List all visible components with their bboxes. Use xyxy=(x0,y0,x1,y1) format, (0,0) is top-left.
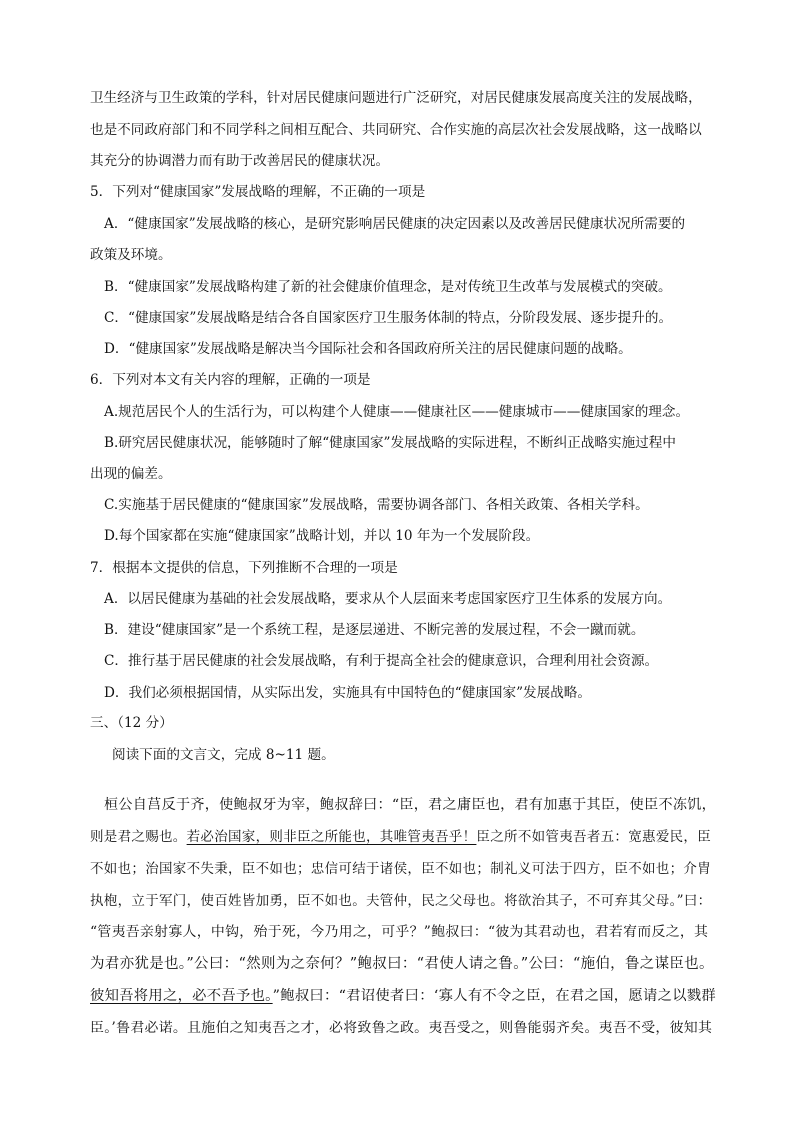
q6-option-a: A.规范居民个人的生活行为，可以构建个人健康——健康社区——健康城市——健康国家的理念。 xyxy=(104,404,690,420)
q7-option-b: B．建设“健康国家”是一个系统工程，是逐层递进、不断完善的发展过程，不会一蹴而就。 xyxy=(104,622,645,638)
passage-line-7 xyxy=(90,986,716,1006)
intro-line-2: 也是不同政府部门和不同学科之间相互配合、共同研究、合作实施的高层次社会发展战略，这一战略以 xyxy=(90,122,702,138)
q5-option-b: B．“健康国家”发展战略构建了新的社会健康价值理念，是对传统卫生改革与发展模式的突破。 xyxy=(104,279,672,295)
q7-option-a: A．以居民健康为基础的社会发展战略，要求从个人层面来考虑国家医疗卫生体系的发展方向。 xyxy=(104,591,672,607)
q7-option-c: C．推行基于居民健康的社会发展战略，有利于提高全社会的健康意识，合理利用社会资源。 xyxy=(104,653,659,669)
q5-option-a-line-1: A．“健康国家”发展战略的核心，是研究影响居民健康的决定因素以及改善居民健康状况所需要的 xyxy=(104,216,686,232)
q6-option-b-line-2: 出现的偏差。 xyxy=(90,466,172,482)
passage-text: 臣之所不如管夷吾者五：宽惠爱民，臣 xyxy=(476,829,712,845)
q5-option-a-line-2: 政策及环境。 xyxy=(90,247,172,263)
section-3-heading: 三、（12 分） xyxy=(90,715,173,731)
passage-line-3: 不如也；治国家不失秉，臣不如也；忠信可结于诸侯，臣不如也；制礼义可法于四方，臣不如也；介胄 xyxy=(90,861,711,877)
question-7-stem: 7．根据本文提供的信息，下列推断不合理的一项是 xyxy=(90,560,398,576)
passage-line-4: 执枹，立于军门，使百姓皆加勇，臣不如也。夫管仲，民之父母也。将欲治其子，不可弃其父母。”曰： xyxy=(90,893,712,909)
passage-line-5: “管夷吾亲射寡人，中钩，殆于死，今乃用之，可乎？”鲍叔曰：“彼为其君动也，君若宥而反之，其 xyxy=(90,924,709,940)
passage-line-1: 桓公自莒反于齐，使鲍叔牙为宰，鲍叔辞曰：“臣，君之庸臣也，君有加惠于其臣，使臣不冻饥， xyxy=(104,797,717,813)
intro-line-3: 其充分的协调潜力而有助于改善居民的健康状况。 xyxy=(90,153,390,169)
q6-option-d: D.每个国家都在实施“健康国家”战略计划，并以 10 年为一个发展阶段。 xyxy=(104,528,540,544)
passage-text: 则是君之赐也。 xyxy=(90,829,187,845)
q6-option-b-line-1: B.研究居民健康状况，能够随时了解“健康国家”发展战略的实际进程，不断纠正战略实施过程中 xyxy=(104,435,676,451)
section-3-instruction: 阅读下面的文言文，完成 8~11 题。 xyxy=(112,747,335,763)
question-5-stem: 5．下列对“健康国家”发展战略的理解，不正确的一项是 xyxy=(90,184,426,200)
q6-option-c: C.实施基于居民健康的“健康国家”发展战略，需要协调各部门、各相关政策、各相关学科。 xyxy=(104,497,649,513)
underlined-sentence: 若必治国家，则非臣之所能也，其唯管夷吾乎！ xyxy=(186,829,477,845)
q5-option-c: C．“健康国家”发展战略是结合各自国家医疗卫生服务体制的特点，分阶段发展、逐步提升的。 xyxy=(104,310,673,326)
passage-line-2 xyxy=(90,827,711,847)
passage-text: ”鲍叔曰：“君诏使者曰：‘寡人有不令之臣，在君之国，愿请之以戮群 xyxy=(272,988,716,1004)
passage-line-6: 为君亦犹是也。”公曰：“然则为之奈何？”鲍叔曰：“君使人请之鲁。”公曰：“施伯，鲁之谋臣也。 xyxy=(90,956,714,972)
q7-option-d: D．我们必须根据国情，从实际出发，实施具有中国特色的“健康国家”发展战略。 xyxy=(104,685,591,701)
question-6-stem: 6．下列对本文有关内容的理解，正确的一项是 xyxy=(90,372,371,388)
underlined-sentence: 彼知吾将用之，必不吾予也。 xyxy=(90,988,273,1004)
intro-line-1: 卫生经济与卫生政策的学科，针对居民健康问题进行广泛研究，对居民健康发展高度关注的发展战略， xyxy=(90,90,702,106)
passage-line-8: 臣。’鲁君必诺。且施伯之知夷吾之才，必将致鲁之政。夷吾受之，则鲁能弱齐矣。夷吾不受，彼知其 xyxy=(90,1020,713,1036)
q5-option-d: D．“健康国家”发展战略是解决当今国际社会和各国政府所关注的居民健康问题的战略。 xyxy=(104,341,632,357)
